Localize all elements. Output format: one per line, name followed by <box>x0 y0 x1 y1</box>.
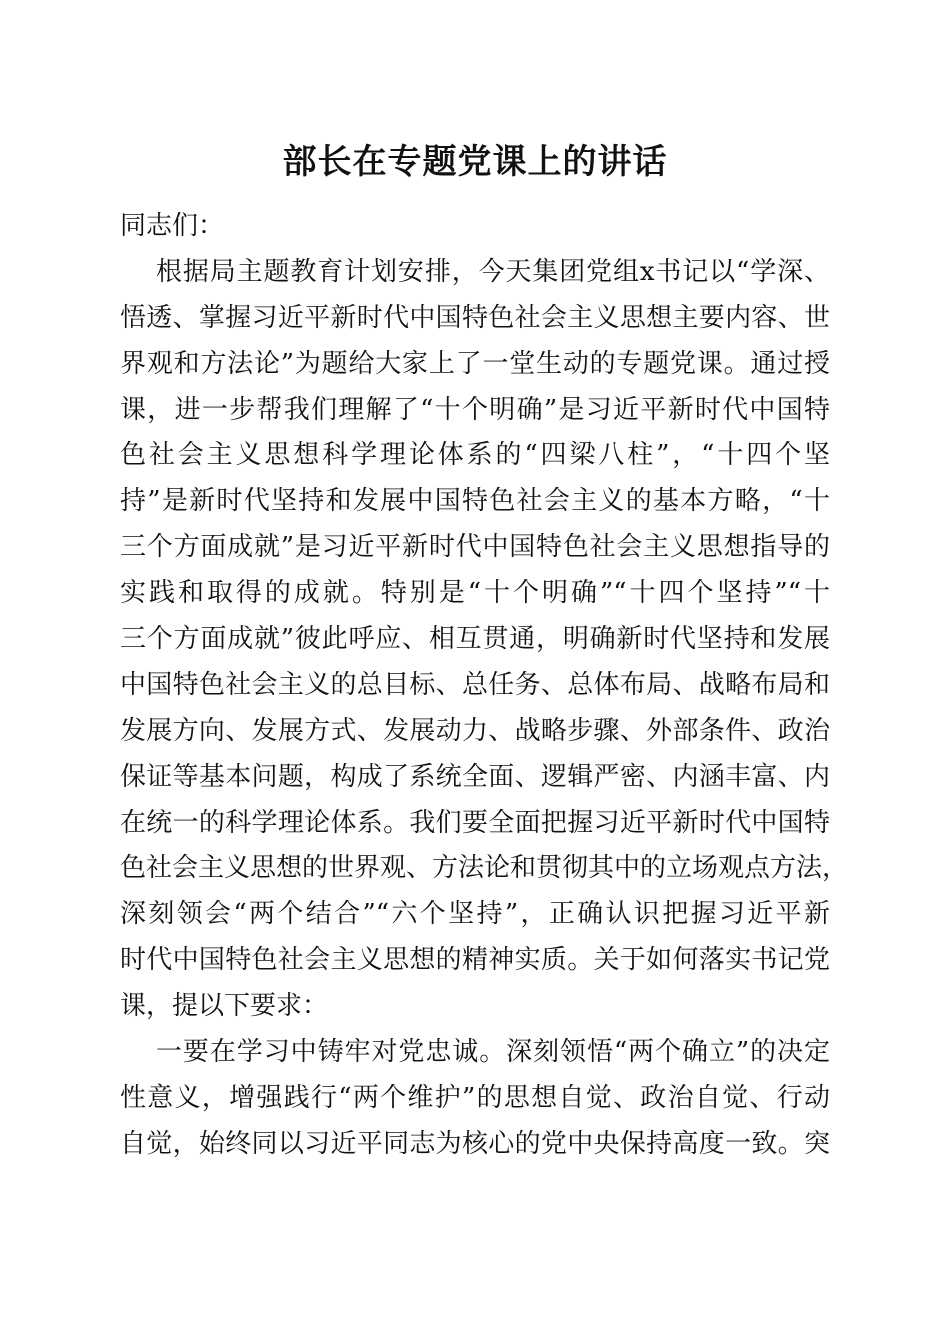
paragraph-line: 在统一的科学理论体系。我们要全面把握习近平新时代中国特 <box>120 807 830 838</box>
paragraph-line: 色社会主义思想科学理论体系的“四梁八柱”，“十四个坚 <box>120 440 830 471</box>
document-body <box>120 204 849 1168</box>
paragraph-line: 自觉，始终同以习近平同志为核心的党中央保持高度一致。突 <box>120 1128 830 1159</box>
paragraph-line: 保证等基本问题，构成了系统全面、逻辑严密、内涵丰富、内 <box>120 761 830 792</box>
paragraph-line: 三个方面成就”彼此呼应、相互贯通，明确新时代坚持和发展 <box>120 624 830 655</box>
paragraph-line: 课，进一步帮我们理解了“十个明确”是习近平新时代中国特 <box>120 394 830 425</box>
paragraph-line: 时代中国特色社会主义思想的精神实质。关于如何落实书记党 <box>120 945 830 976</box>
paragraph-line: 中国特色社会主义的总目标、总任务、总体布局、战略布局和 <box>120 669 830 700</box>
paragraph-line: 实践和取得的成就。特别是“十个明确”“十四个坚持”“十 <box>120 578 830 609</box>
paragraph-line: 持”是新时代坚持和发展中国特色社会主义的基本方略，“十 <box>120 486 830 517</box>
paragraph-line: 发展方向、发展方式、发展动力、战略步骤、外部条件、政治 <box>120 715 830 746</box>
paragraph-line: 悟透、掌握习近平新时代中国特色社会主义思想主要内容、世 <box>120 302 830 333</box>
salutation: 同志们： <box>120 211 225 241</box>
paragraph-line: 一要在学习中铸牢对党忠诚。深刻领悟“两个确立”的决定 <box>156 1037 830 1068</box>
paragraph-line: 界观和方法论”为题给大家上了一堂生动的专题党课。通过授 <box>120 348 830 379</box>
paragraph-line: 色社会主义思想的世界观、方法论和贯彻其中的立场观点方法， <box>120 853 849 884</box>
paragraph-line: 根据局主题教育计划安排，今天集团党组x书记以“学深、 <box>156 256 830 287</box>
paragraph-line: 深刻领会“两个结合”“六个坚持”，正确认识把握习近平新 <box>120 899 830 930</box>
paragraph-line: 三个方面成就”是习近平新时代中国特色社会主义思想指导的 <box>120 532 830 563</box>
document-title: 部长在专题党课上的讲话 <box>282 142 668 182</box>
paragraph-line: 性意义，增强践行“两个维护”的思想自觉、政治自觉、行动 <box>120 1082 830 1113</box>
paragraph-line: 课，提以下要求： <box>120 991 329 1022</box>
